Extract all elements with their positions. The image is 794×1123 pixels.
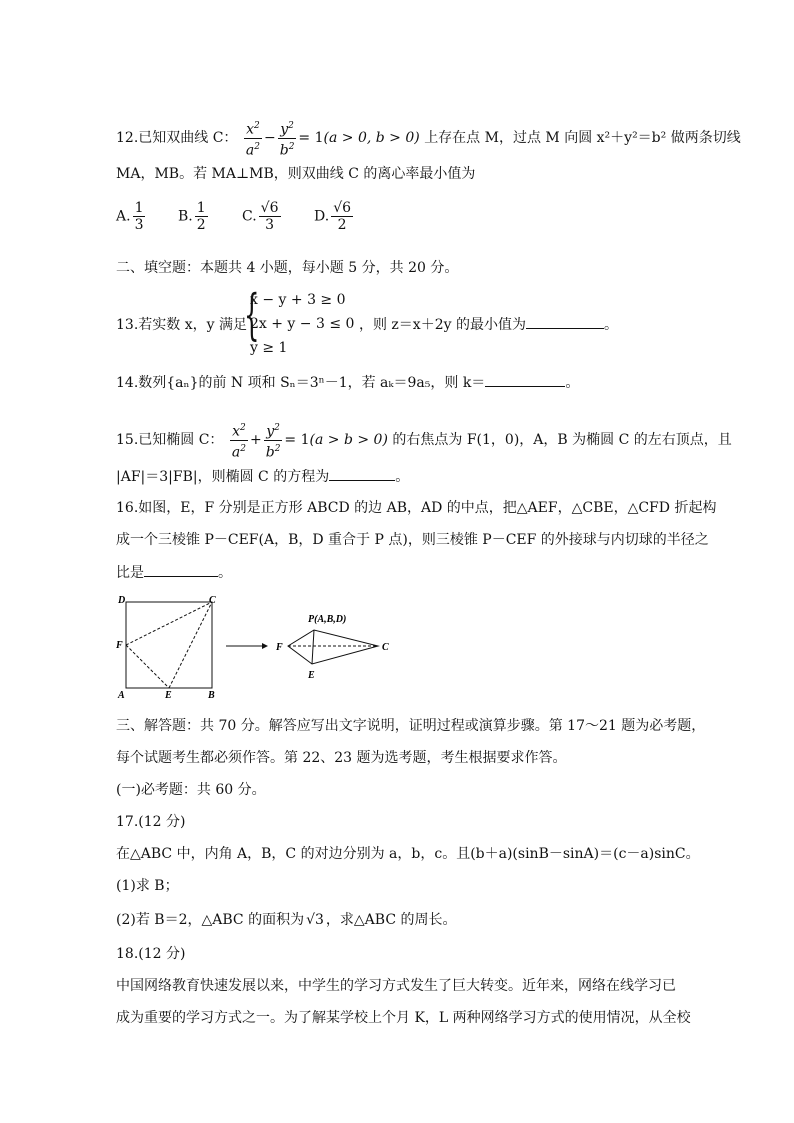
q13-suffix: ，则 z＝x＋2y 的最小值为	[358, 317, 526, 333]
q13-answer-blank	[526, 314, 604, 329]
q16-line2: 成一个三棱锥 P－CEF(A，B，D 重合于 P 点)，则三棱锥 P－CEF 的外接球与内切球的半径之	[116, 532, 709, 548]
q15-answer-blank	[329, 466, 395, 481]
option-label: C.	[242, 208, 257, 225]
sqrt3: √3	[306, 912, 324, 928]
q13-constraint-3: y ≥ 1	[250, 340, 288, 356]
q17-part2	[116, 910, 457, 930]
option-den: 2	[196, 217, 206, 233]
q16-line1: 16.如图，E，F 分别是正方形 ABCD 的边 AB，AD 的中点，把△AEF，△CBE，△CFD 折起构	[116, 500, 717, 516]
q12-prefix: 12.已知双曲线 C：	[116, 130, 238, 147]
q12-option-a	[116, 200, 147, 233]
q13-constraint-2: 2x + y − 3 ≤ 0	[250, 316, 355, 332]
q16-line3	[116, 562, 232, 583]
q13-brace: {	[244, 283, 260, 346]
q15-end: 。	[395, 469, 410, 485]
q14-text: 14.数列{aₙ}的前 N 项和 Sₙ＝3ⁿ－1，若 aₖ＝9a₅，则 k＝	[116, 375, 486, 391]
section-2-heading: 二、填空题：本题共 4 小题，每小题 5 分，共 20 分。	[116, 260, 459, 276]
label-e: E	[165, 690, 172, 701]
option-label: B.	[178, 208, 193, 225]
q12-condition: (a > 0, b > 0)	[323, 130, 420, 147]
option-den: 3	[265, 217, 275, 233]
fold-line-fc	[126, 602, 212, 645]
q17-heading: 17.(12 分)	[116, 814, 186, 830]
section-3-line2: 每个试题考生都必须作答。第 22、23 题为选考题，考生根据要求作答。	[116, 750, 567, 766]
q15-condition: (a > b > 0)	[309, 432, 388, 449]
option-num: 1	[134, 200, 144, 216]
arrow-icon	[262, 643, 268, 649]
q13-prefix: 13.若实数 x，y 满足	[116, 317, 247, 333]
q12-option-c	[242, 200, 283, 233]
option-num: 1	[196, 200, 206, 216]
q16-end: 。	[218, 565, 232, 581]
fold-line-ec	[169, 602, 212, 688]
label-c2: C	[382, 642, 389, 653]
q12-option-d	[314, 200, 355, 233]
q17-part2-end: ，求△ABC 的周长。	[325, 912, 457, 928]
q15-line1: 15.已知椭圆 C： $\frac{x^2}{a^2}$ + $\frac{y^2}{b^2}$ = 1(a > b > 0) 的右焦点为 F(1，0)，A，B 为椭圆 C 的左右顶点，且	[116, 420, 732, 460]
option-label: D.	[314, 208, 330, 225]
q14-end: 。	[565, 375, 580, 391]
q16-answer-blank	[144, 562, 218, 577]
label-e2: E	[308, 670, 315, 681]
q14-line	[116, 372, 579, 393]
q18-line2: 成为重要的学习方式之一。为了解某学校上个月 K，L 两种网络学习方式的使用情况，从全校	[116, 1010, 691, 1026]
label-f2: F	[276, 642, 283, 653]
q18-heading: 18.(12 分)	[116, 946, 186, 962]
pyramid-outline	[288, 630, 378, 664]
q17-stem: 在△ABC 中，内角 A，B，C 的对边分别为 a，b，c。且(b＋a)(sinB－sinA)＝(c－a)sinC。	[116, 846, 700, 862]
option-num: √6	[333, 200, 352, 216]
label-c: C	[209, 595, 216, 606]
q12-option-b	[178, 200, 210, 233]
option-num: √6	[260, 200, 279, 216]
section-3-line1: 三、解答题：共 70 分。解答应写出文字说明，证明过程或演算步骤。第 17～21 题为必考题，	[116, 718, 706, 734]
q17-part1: (1)求 B；	[116, 878, 179, 894]
pyramid-edge-pe	[312, 630, 314, 664]
q12-frac-x: $\frac{x^2}{a^2}$	[244, 118, 262, 158]
folding-figure	[112, 592, 402, 702]
q12-line2: MA，MB。若 MA⊥MB，则双曲线 C 的离心率最小值为	[116, 166, 476, 182]
square-abcd	[126, 602, 212, 688]
q13-constraint-1: x − y + 3 ≥ 0	[250, 292, 346, 308]
option-den: 2	[337, 217, 347, 233]
option-den: 3	[134, 217, 144, 233]
q15-suffix: 的右焦点为 F(1，0)，A，B 为椭圆 C 的左右顶点，且	[392, 432, 732, 449]
q15-frac-y: $\frac{y^2}{b^2}$	[264, 420, 283, 460]
fold-line-fe	[126, 645, 169, 688]
label-p: P(A,B,D)	[308, 614, 347, 625]
q15-text: |AF|＝3|FB|，则椭圆 C 的方程为	[116, 469, 330, 485]
label-f: F	[116, 640, 123, 651]
label-a: A	[118, 690, 125, 701]
q14-answer-blank	[485, 372, 565, 387]
q15-prefix: 15.已知椭圆 C：	[116, 432, 224, 449]
label-d: D	[118, 595, 126, 606]
q12-frac-y: $\frac{y^2}{b^2}$	[278, 118, 297, 158]
q15-frac-x: $\frac{x^2}{a^2}$	[230, 420, 248, 460]
q12-suffix: 上存在点 M，过点 M 向圆 x²＋y²＝b² 做两条切线	[424, 130, 741, 147]
required-heading: (一)必考题：共 60 分。	[116, 782, 266, 798]
q12-line1: 12.已知双曲线 C： $\frac{x^2}{a^2}$ − $\frac{y^2}{b^2}$ = 1(a > 0, b > 0) 上存在点 M，过点 M 向圆 x²＋y²＝b² 做两条切线	[116, 118, 741, 158]
option-label: A.	[116, 208, 131, 225]
q15-line2	[116, 466, 409, 487]
label-b: B	[208, 690, 215, 701]
q17-part2-text: (2)若 B＝2，△ABC 的面积为	[116, 912, 305, 928]
q16-text: 比是	[116, 565, 144, 581]
q18-line1: 中国网络教育快速发展以来，中学生的学习方式发生了巨大转变。近年来，网络在线学习已	[116, 978, 676, 994]
q13-line	[116, 314, 618, 335]
q13-end: 。	[603, 317, 618, 333]
